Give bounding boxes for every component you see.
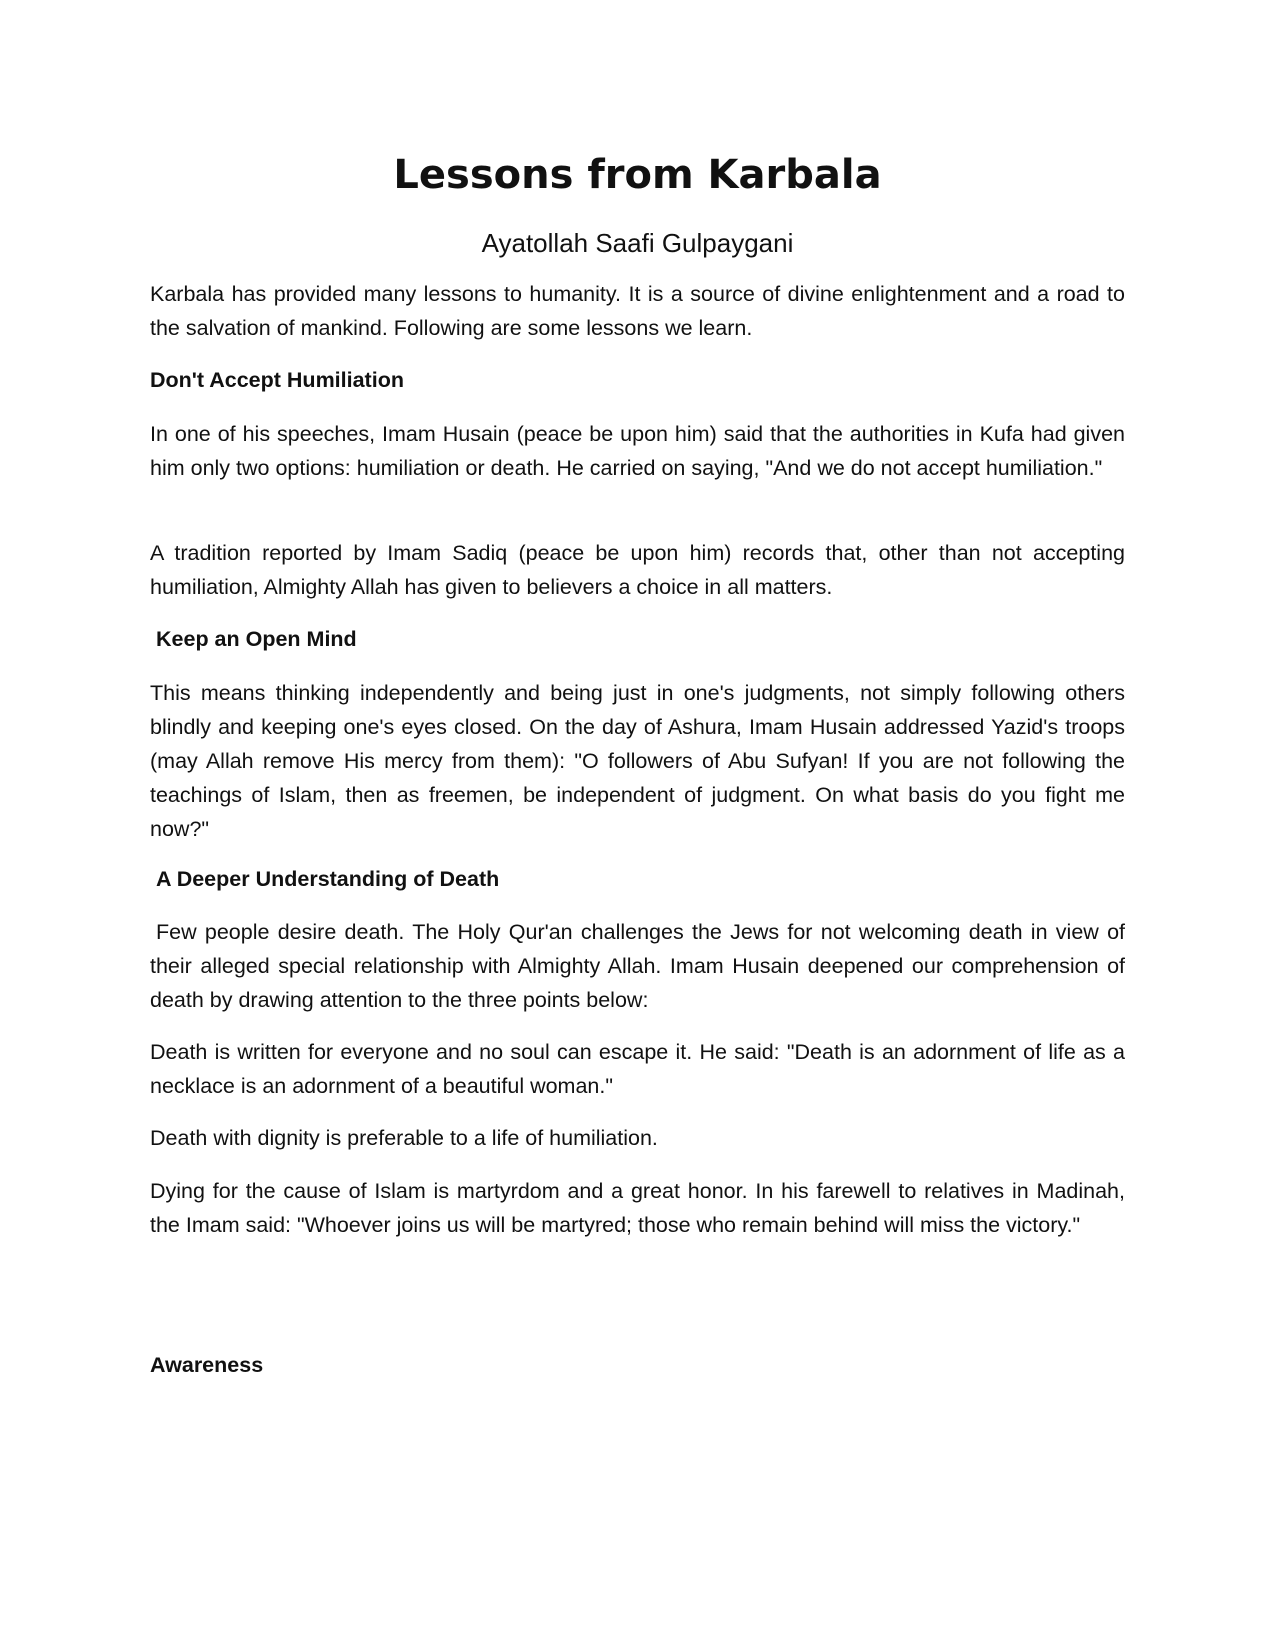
intro-paragraph: Karbala has provided many lessons to humanity. It is a source of divine enlightenment and a road to the salvation of mankind. Following are some lessons we learn.	[150, 282, 1125, 340]
section-heading-open-mind: Keep an Open Mind	[156, 627, 357, 651]
document-author: Ayatollah Saafi Gulpaygani	[481, 228, 794, 258]
section-paragraph: In one of his speeches, Imam Husain (peace be upon him) said that the authorities in Kufa had given him only two options: humiliation or death. He carried on saying, "And we do not accept humiliation."	[150, 422, 1125, 480]
section-paragraph: Dying for the cause of Islam is martyrdom and a great honor. In his farewell to relatives in Madinah, the Imam said: "Whoever joins us will be martyred; those who remain behind will miss the victory."	[150, 1179, 1125, 1237]
section-heading-death: A Deeper Understanding of Death	[156, 867, 500, 891]
section-heading-awareness: Awareness	[150, 1353, 264, 1377]
section-paragraph: Death with dignity is preferable to a life of humiliation.	[150, 1126, 658, 1150]
section-paragraph: This means thinking independently and being just in one's judgments, not simply following others blindly and keeping one's eyes closed. On the day of Ashura, Imam Husain addressed Yazid's troops (may Allah remove His mercy from them): "O followers of Abu Sufyan! If you are not following the teachings of Islam, then as freemen, be independent of judgment. On what basis do you fight me now?"	[150, 681, 1125, 841]
section-paragraph: Death is written for everyone and no soul can escape it. He said: "Death is an adornment of life as a necklace is an adornment of a beautiful woman."	[150, 1040, 1125, 1098]
section-paragraph: A tradition reported by Imam Sadiq (peace be upon him) records that, other than not accepting humiliation, Almighty Allah has given to believers a choice in all matters.	[150, 541, 1125, 599]
section-paragraph: Few people desire death. The Holy Qur'an challenges the Jews for not welcoming death in view of their alleged special relationship with Almighty Allah. Imam Husain deepened our comprehension of death by drawing attention to the three points below:	[150, 920, 1125, 1012]
section-heading-humiliation: Don't Accept Humiliation	[150, 368, 404, 392]
document-title: Lessons from Karbala	[393, 152, 882, 198]
